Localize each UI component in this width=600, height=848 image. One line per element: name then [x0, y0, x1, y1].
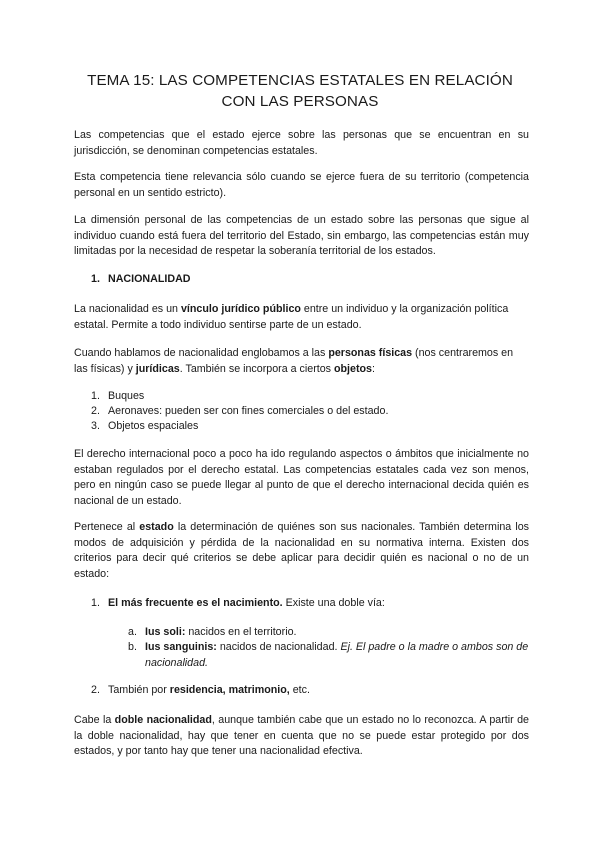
list-item: Buques	[108, 390, 145, 402]
title-line-1: TEMA 15: LAS COMPETENCIAS ESTATALES EN RELACIÓN	[87, 72, 513, 89]
doble-nacionalidad-paragraph: Cabe la doble nacionalidad, aunque también cabe que un estado no lo reconozca. A partir de la doble nacionalidad, hay que tener en cuenta que no se puede estar protegido por dos estados, y por tanto hay que tener una nacionalidad efectiva.	[74, 714, 529, 758]
list-item-number: 1.	[91, 390, 100, 402]
criterion-1-number: 1.	[91, 597, 100, 609]
intro-paragraph-1: Las competencias que el estado ejerce sobre las personas que se encuentran en su jurisdicción, se denominan competencias estatales.	[74, 129, 529, 157]
section-heading: NACIONALIDAD	[108, 273, 191, 285]
intro-paragraph-3: La dimensión personal de las competencias de un estado sobre las personas que sigue al individuo cuando está fuera del territorio del Estado, sin embargo, las competencias están muy limitadas por la necesidad de respetar la soberanía territorial de los estados.	[74, 214, 529, 258]
criterion-1: El más frecuente es el nacimiento. Existe una doble vía:	[108, 597, 385, 609]
title-line-2: CON LAS PERSONAS	[221, 93, 379, 110]
list-item: Aeronaves: pueden ser con fines comerciales o del estado.	[108, 405, 389, 417]
criterion-b: Ius sanguinis: nacidos de nacionalidad. Ej. El padre o la madre o ambos son de nacionalidad.	[145, 641, 529, 669]
list-item-number: 2.	[91, 405, 100, 417]
section-number: 1.	[91, 273, 100, 285]
criterion-2-number: 2.	[91, 684, 100, 696]
body-paragraph-3: El derecho internacional poco a poco ha ido regulando aspectos o ámbitos que inicialmente no estaban regulados por el derecho estatal. Las competencias estatales cada vez son menos, pero en ningún caso se puede llegar al punto de que el derecho internacional decida quién es nacional de un estado.	[74, 448, 529, 507]
criterion-2: También por residencia, matrimonio, etc.	[108, 684, 310, 696]
criterion-b-letter: b.	[128, 641, 137, 653]
criterion-a: Ius soli: nacidos en el territorio.	[145, 626, 297, 638]
nacionalidad-paragraph-2: Cuando hablamos de nacionalidad englobamos a las personas físicas (nos centraremos en las físicas) y jurídicas. También se incorpora a ciertos objetos:	[74, 347, 514, 375]
page-title	[60, 70, 540, 112]
body-paragraph-4: Pertenece al estado la determinación de quiénes son sus nacionales. También determina los modos de adquisición y pérdida de la nacionalidad en su normativa interna. Existen dos criterios para decir qué criterios se debe aplicar para decidir quién es nacional o no de un estado:	[74, 521, 529, 580]
list-item-number: 3.	[91, 420, 100, 432]
criterion-a-letter: a.	[128, 626, 137, 638]
nacionalidad-paragraph-1: La nacionalidad es un vínculo jurídico público entre un individuo y la organización política estatal. Permite a todo individuo sentirse parte de un estado.	[74, 303, 509, 331]
intro-paragraph-2: Esta competencia tiene relevancia sólo cuando se ejerce fuera de su territorio (competencia personal en un sentido estricto).	[74, 171, 529, 199]
list-item: Objetos espaciales	[108, 420, 199, 432]
